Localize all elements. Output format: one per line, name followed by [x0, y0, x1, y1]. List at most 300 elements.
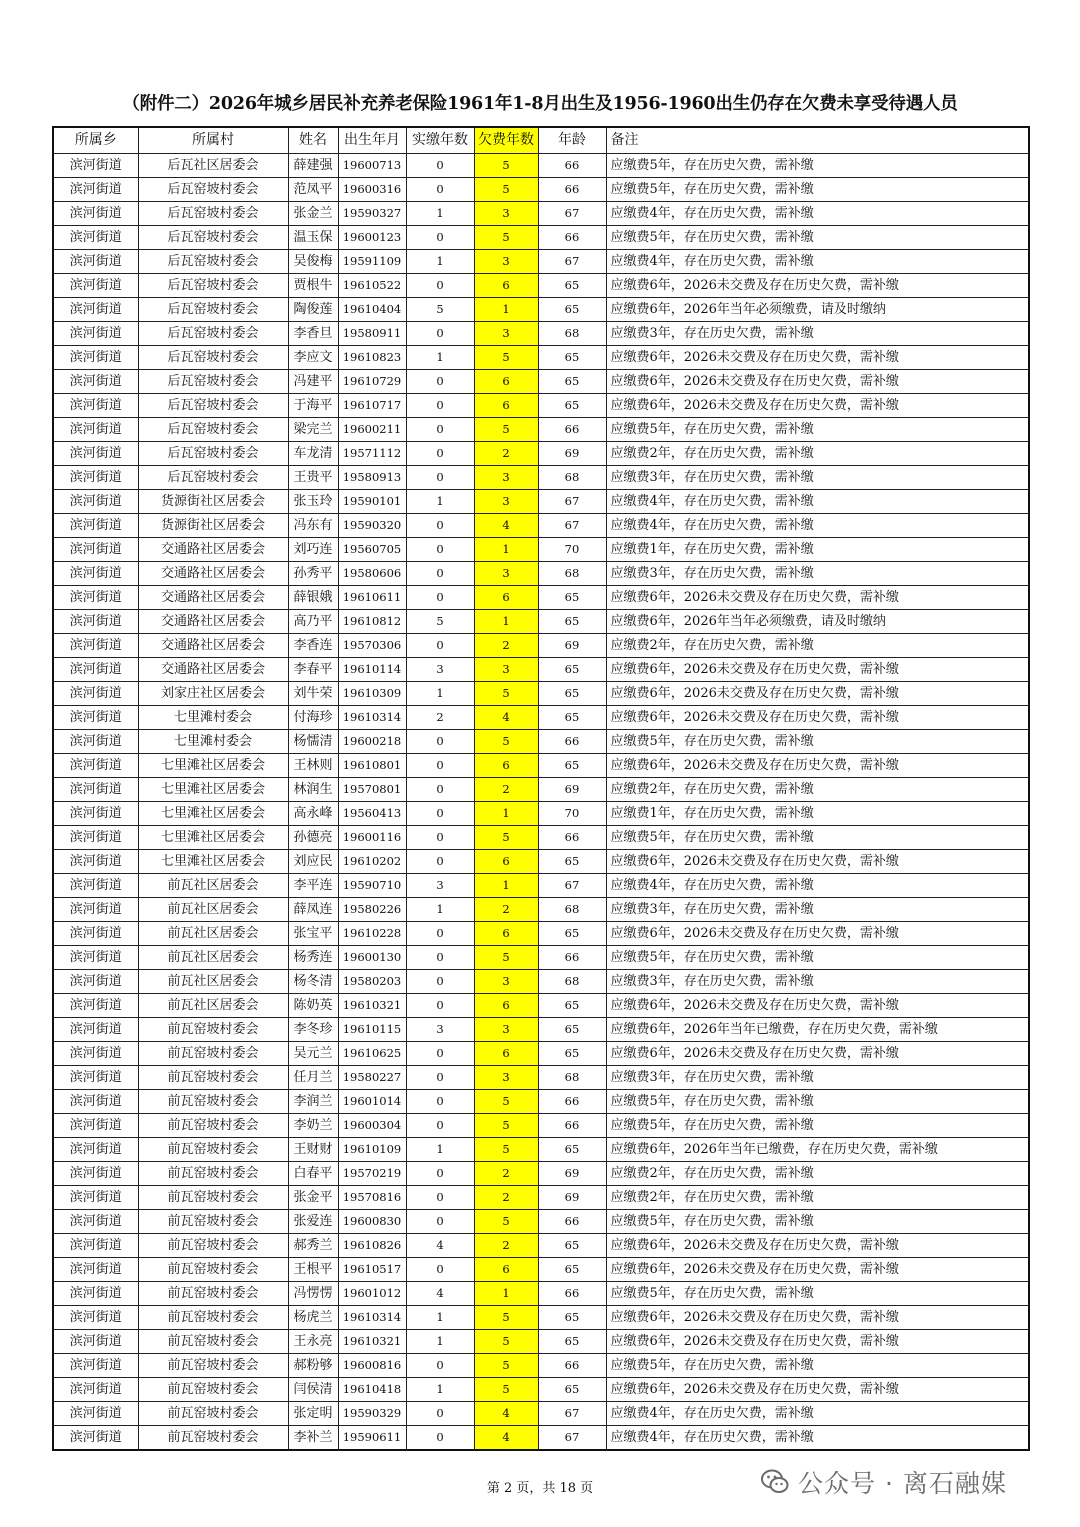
cell-birth: 19590101	[338, 490, 406, 514]
cell-paid-years: 0	[406, 850, 474, 874]
cell-owed-years: 6	[474, 994, 538, 1018]
table-row	[53, 898, 1029, 922]
cell-remark: 应缴费5年，存在历史欠费，需补缴	[606, 1114, 1029, 1138]
cell-paid-years: 0	[406, 970, 474, 994]
table-row	[53, 250, 1029, 274]
cell-name: 张玉玲	[288, 490, 338, 514]
cell-paid-years: 4	[406, 1234, 474, 1258]
cell-remark: 应缴费6年，2026未交费及存在历史欠费，需补缴	[606, 754, 1029, 778]
table-row	[53, 1018, 1029, 1042]
cell-name: 车龙清	[288, 442, 338, 466]
cell-birth: 19610115	[338, 1018, 406, 1042]
cell-age: 65	[538, 682, 606, 706]
cell-age: 66	[538, 1210, 606, 1234]
cell-birth: 19570801	[338, 778, 406, 802]
cell-township: 滨河街道	[53, 370, 138, 394]
cell-remark: 应缴费6年，2026未交费及存在历史欠费，需补缴	[606, 1042, 1029, 1066]
cell-birth: 19600304	[338, 1114, 406, 1138]
cell-township: 滨河街道	[53, 1210, 138, 1234]
cell-name: 李应文	[288, 346, 338, 370]
cell-owed-years: 5	[474, 946, 538, 970]
cell-remark: 应缴费5年，存在历史欠费，需补缴	[606, 1090, 1029, 1114]
table-header-row	[53, 127, 1029, 154]
cell-township: 滨河街道	[53, 1282, 138, 1306]
cell-township: 滨河街道	[53, 298, 138, 322]
cell-township: 滨河街道	[53, 802, 138, 826]
cell-name: 王贵平	[288, 466, 338, 490]
cell-paid-years: 0	[406, 1162, 474, 1186]
table-row	[53, 874, 1029, 898]
cell-age: 65	[538, 922, 606, 946]
table-row	[53, 154, 1029, 178]
cell-age: 65	[538, 298, 606, 322]
cell-paid-years: 0	[406, 274, 474, 298]
cell-paid-years: 0	[406, 1066, 474, 1090]
table-row	[53, 538, 1029, 562]
cell-paid-years: 1	[406, 1378, 474, 1402]
cell-birth: 19610812	[338, 610, 406, 634]
cell-paid-years: 0	[406, 322, 474, 346]
cell-township: 滨河街道	[53, 250, 138, 274]
cell-paid-years: 5	[406, 610, 474, 634]
cell-age: 70	[538, 802, 606, 826]
table-row	[53, 1426, 1029, 1451]
cell-remark: 应缴费6年，2026未交费及存在历史欠费，需补缴	[606, 370, 1029, 394]
cell-township: 滨河街道	[53, 1234, 138, 1258]
cell-name: 李奶兰	[288, 1114, 338, 1138]
cell-village: 交通路社区居委会	[138, 634, 288, 658]
cell-village: 前瓦窑坡村委会	[138, 1234, 288, 1258]
cell-name: 杨虎兰	[288, 1306, 338, 1330]
cell-owed-years: 6	[474, 394, 538, 418]
header-remark: 备注	[606, 127, 1029, 154]
cell-owed-years: 3	[474, 1018, 538, 1042]
cell-age: 65	[538, 754, 606, 778]
cell-name: 付海珍	[288, 706, 338, 730]
cell-name: 陈奶英	[288, 994, 338, 1018]
cell-birth: 19610717	[338, 394, 406, 418]
cell-owed-years: 5	[474, 178, 538, 202]
cell-age: 65	[538, 658, 606, 682]
cell-birth: 19590329	[338, 1402, 406, 1426]
table-row	[53, 322, 1029, 346]
table-row	[53, 466, 1029, 490]
cell-township: 滨河街道	[53, 1378, 138, 1402]
cell-birth: 19600130	[338, 946, 406, 970]
cell-owed-years: 5	[474, 418, 538, 442]
cell-remark: 应缴费6年，2026未交费及存在历史欠费，需补缴	[606, 1330, 1029, 1354]
cell-name: 王永亮	[288, 1330, 338, 1354]
cell-township: 滨河街道	[53, 274, 138, 298]
cell-name: 冯愣愣	[288, 1282, 338, 1306]
table-row	[53, 826, 1029, 850]
cell-township: 滨河街道	[53, 1138, 138, 1162]
cell-age: 65	[538, 994, 606, 1018]
cell-owed-years: 1	[474, 874, 538, 898]
cell-owed-years: 3	[474, 202, 538, 226]
cell-remark: 应缴费3年，存在历史欠费，需补缴	[606, 322, 1029, 346]
cell-paid-years: 0	[406, 994, 474, 1018]
cell-name: 高乃平	[288, 610, 338, 634]
cell-remark: 应缴费6年，2026未交费及存在历史欠费，需补缴	[606, 994, 1029, 1018]
cell-name: 李春平	[288, 658, 338, 682]
table-row	[53, 1330, 1029, 1354]
watermark	[760, 1462, 1007, 1502]
cell-owed-years: 5	[474, 1378, 538, 1402]
cell-remark: 应缴费4年，存在历史欠费，需补缴	[606, 202, 1029, 226]
watermark-text: 公众号 · 离石融媒	[798, 1469, 1007, 1498]
cell-birth: 19590710	[338, 874, 406, 898]
cell-paid-years: 0	[406, 514, 474, 538]
table-row	[53, 178, 1029, 202]
table-row	[53, 1066, 1029, 1090]
cell-owed-years: 2	[474, 1162, 538, 1186]
cell-township: 滨河街道	[53, 586, 138, 610]
cell-birth: 19610418	[338, 1378, 406, 1402]
cell-township: 滨河街道	[53, 202, 138, 226]
cell-birth: 19580226	[338, 898, 406, 922]
cell-township: 滨河街道	[53, 418, 138, 442]
cell-name: 白春平	[288, 1162, 338, 1186]
cell-paid-years: 1	[406, 898, 474, 922]
cell-owed-years: 3	[474, 970, 538, 994]
cell-age: 65	[538, 706, 606, 730]
cell-village: 前瓦窑坡村委会	[138, 1426, 288, 1451]
cell-name: 李平连	[288, 874, 338, 898]
table-row	[53, 706, 1029, 730]
cell-remark: 应缴费6年，2026年当年必须缴费，请及时缴纳	[606, 298, 1029, 322]
cell-name: 郝秀兰	[288, 1234, 338, 1258]
cell-birth: 19600316	[338, 178, 406, 202]
cell-township: 滨河街道	[53, 322, 138, 346]
cell-township: 滨河街道	[53, 226, 138, 250]
cell-birth: 19610611	[338, 586, 406, 610]
cell-village: 前瓦窑坡村委会	[138, 1114, 288, 1138]
cell-age: 65	[538, 370, 606, 394]
cell-village: 前瓦窑坡村委会	[138, 1378, 288, 1402]
cell-age: 69	[538, 442, 606, 466]
cell-township: 滨河街道	[53, 826, 138, 850]
cell-age: 65	[538, 1138, 606, 1162]
cell-township: 滨河街道	[53, 1114, 138, 1138]
cell-paid-years: 1	[406, 682, 474, 706]
cell-paid-years: 0	[406, 1186, 474, 1210]
cell-birth: 19610321	[338, 1330, 406, 1354]
cell-name: 薛凤连	[288, 898, 338, 922]
cell-village: 后瓦窑坡村委会	[138, 250, 288, 274]
cell-township: 滨河街道	[53, 490, 138, 514]
cell-township: 滨河街道	[53, 1258, 138, 1282]
cell-village: 交通路社区居委会	[138, 610, 288, 634]
cell-township: 滨河街道	[53, 538, 138, 562]
cell-owed-years: 5	[474, 1138, 538, 1162]
cell-age: 66	[538, 1090, 606, 1114]
table-row	[53, 442, 1029, 466]
cell-birth: 19610826	[338, 1234, 406, 1258]
cell-paid-years: 0	[406, 1210, 474, 1234]
cell-paid-years: 0	[406, 586, 474, 610]
header-name: 姓名	[288, 127, 338, 154]
cell-remark: 应缴费3年，存在历史欠费，需补缴	[606, 898, 1029, 922]
cell-age: 68	[538, 562, 606, 586]
cell-age: 67	[538, 490, 606, 514]
cell-birth: 19560413	[338, 802, 406, 826]
cell-owed-years: 2	[474, 1186, 538, 1210]
cell-village: 后瓦窑坡村委会	[138, 226, 288, 250]
cell-village: 前瓦社区居委会	[138, 874, 288, 898]
cell-paid-years: 0	[406, 922, 474, 946]
table-row	[53, 1138, 1029, 1162]
cell-paid-years: 1	[406, 1138, 474, 1162]
cell-age: 65	[538, 346, 606, 370]
cell-paid-years: 0	[406, 754, 474, 778]
cell-remark: 应缴费3年，存在历史欠费，需补缴	[606, 466, 1029, 490]
cell-age: 65	[538, 1306, 606, 1330]
table-row	[53, 1402, 1029, 1426]
cell-age: 65	[538, 850, 606, 874]
cell-township: 滨河街道	[53, 1330, 138, 1354]
cell-age: 70	[538, 538, 606, 562]
cell-village: 七里滩社区居委会	[138, 826, 288, 850]
cell-township: 滨河街道	[53, 778, 138, 802]
cell-owed-years: 1	[474, 610, 538, 634]
cell-remark: 应缴费2年，存在历史欠费，需补缴	[606, 634, 1029, 658]
table-row	[53, 1114, 1029, 1138]
cell-village: 交通路社区居委会	[138, 658, 288, 682]
cell-age: 66	[538, 178, 606, 202]
cell-remark: 应缴费2年，存在历史欠费，需补缴	[606, 1186, 1029, 1210]
cell-township: 滨河街道	[53, 1042, 138, 1066]
header-paid-years: 实缴年数	[406, 127, 474, 154]
cell-village: 后瓦窑坡村委会	[138, 178, 288, 202]
cell-birth: 19580911	[338, 322, 406, 346]
cell-village: 七里滩社区居委会	[138, 754, 288, 778]
cell-paid-years: 1	[406, 346, 474, 370]
cell-village: 前瓦窑坡村委会	[138, 1018, 288, 1042]
cell-birth: 19560705	[338, 538, 406, 562]
cell-township: 滨河街道	[53, 874, 138, 898]
cell-village: 前瓦社区居委会	[138, 898, 288, 922]
cell-paid-years: 0	[406, 634, 474, 658]
cell-owed-years: 6	[474, 850, 538, 874]
cell-village: 货源街社区居委会	[138, 514, 288, 538]
cell-township: 滨河街道	[53, 898, 138, 922]
cell-owed-years: 6	[474, 1258, 538, 1282]
cell-remark: 应缴费6年，2026未交费及存在历史欠费，需补缴	[606, 682, 1029, 706]
cell-owed-years: 5	[474, 682, 538, 706]
cell-paid-years: 1	[406, 1330, 474, 1354]
cell-village: 前瓦窑坡村委会	[138, 1306, 288, 1330]
cell-age: 68	[538, 1066, 606, 1090]
cell-township: 滨河街道	[53, 634, 138, 658]
cell-paid-years: 4	[406, 1282, 474, 1306]
cell-owed-years: 5	[474, 226, 538, 250]
cell-name: 薛银娥	[288, 586, 338, 610]
cell-owed-years: 5	[474, 346, 538, 370]
cell-name: 杨秀连	[288, 946, 338, 970]
cell-township: 滨河街道	[53, 610, 138, 634]
cell-township: 滨河街道	[53, 514, 138, 538]
cell-paid-years: 0	[406, 778, 474, 802]
cell-paid-years: 0	[406, 946, 474, 970]
cell-age: 68	[538, 898, 606, 922]
cell-remark: 应缴费5年，存在历史欠费，需补缴	[606, 946, 1029, 970]
cell-village: 前瓦社区居委会	[138, 994, 288, 1018]
cell-paid-years: 0	[406, 826, 474, 850]
cell-age: 68	[538, 322, 606, 346]
cell-name: 林润生	[288, 778, 338, 802]
cell-paid-years: 0	[406, 802, 474, 826]
header-village: 所属村	[138, 127, 288, 154]
table-row	[53, 490, 1029, 514]
table-row	[53, 586, 1029, 610]
cell-paid-years: 0	[406, 370, 474, 394]
cell-owed-years: 5	[474, 1306, 538, 1330]
cell-birth: 19610522	[338, 274, 406, 298]
cell-township: 滨河街道	[53, 754, 138, 778]
cell-name: 李香连	[288, 634, 338, 658]
table-row	[53, 562, 1029, 586]
cell-paid-years: 0	[406, 178, 474, 202]
cell-name: 杨懦清	[288, 730, 338, 754]
table-row	[53, 514, 1029, 538]
cell-birth: 19610202	[338, 850, 406, 874]
cell-birth: 19570816	[338, 1186, 406, 1210]
cell-name: 王财财	[288, 1138, 338, 1162]
cell-birth: 19590320	[338, 514, 406, 538]
cell-village: 前瓦窑坡村委会	[138, 1258, 288, 1282]
cell-remark: 应缴费5年，存在历史欠费，需补缴	[606, 226, 1029, 250]
cell-age: 67	[538, 250, 606, 274]
cell-remark: 应缴费6年，2026未交费及存在历史欠费，需补缴	[606, 922, 1029, 946]
cell-birth: 19570306	[338, 634, 406, 658]
cell-township: 滨河街道	[53, 922, 138, 946]
cell-age: 65	[538, 1018, 606, 1042]
cell-township: 滨河街道	[53, 946, 138, 970]
cell-owed-years: 3	[474, 658, 538, 682]
cell-paid-years: 0	[406, 1090, 474, 1114]
cell-name: 梁完兰	[288, 418, 338, 442]
cell-township: 滨河街道	[53, 562, 138, 586]
table-row	[53, 922, 1029, 946]
cell-name: 冯东有	[288, 514, 338, 538]
cell-birth: 19590611	[338, 1426, 406, 1451]
table-row	[53, 1186, 1029, 1210]
cell-owed-years: 3	[474, 562, 538, 586]
cell-owed-years: 1	[474, 802, 538, 826]
cell-birth: 19600211	[338, 418, 406, 442]
table-row	[53, 1090, 1029, 1114]
cell-village: 后瓦窑坡村委会	[138, 202, 288, 226]
cell-paid-years: 0	[406, 154, 474, 178]
cell-owed-years: 5	[474, 826, 538, 850]
cell-name: 刘巧连	[288, 538, 338, 562]
table-row	[53, 394, 1029, 418]
document-title: （附件二）2026年城乡居民补充养老保险1961年1-8月出生及1956-1960出生仍存在欠费未享受待遇人员	[122, 94, 958, 114]
cell-owed-years: 4	[474, 1402, 538, 1426]
cell-age: 65	[538, 1258, 606, 1282]
cell-village: 前瓦窑坡村委会	[138, 1042, 288, 1066]
cell-birth: 19600713	[338, 154, 406, 178]
cell-owed-years: 4	[474, 1426, 538, 1451]
table-row	[53, 1162, 1029, 1186]
cell-remark: 应缴费6年，2026未交费及存在历史欠费，需补缴	[606, 1234, 1029, 1258]
cell-remark: 应缴费5年，存在历史欠费，需补缴	[606, 418, 1029, 442]
cell-remark: 应缴费1年，存在历史欠费，需补缴	[606, 802, 1029, 826]
cell-township: 滨河街道	[53, 970, 138, 994]
cell-village: 后瓦窑坡村委会	[138, 466, 288, 490]
cell-remark: 应缴费5年，存在历史欠费，需补缴	[606, 1354, 1029, 1378]
cell-remark: 应缴费2年，存在历史欠费，需补缴	[606, 778, 1029, 802]
cell-paid-years: 1	[406, 202, 474, 226]
cell-remark: 应缴费3年，存在历史欠费，需补缴	[606, 1066, 1029, 1090]
cell-township: 滨河街道	[53, 706, 138, 730]
cell-owed-years: 1	[474, 298, 538, 322]
cell-township: 滨河街道	[53, 178, 138, 202]
cell-owed-years: 3	[474, 466, 538, 490]
cell-name: 冯建平	[288, 370, 338, 394]
cell-owed-years: 1	[474, 538, 538, 562]
cell-name: 孙德亮	[288, 826, 338, 850]
cell-village: 后瓦窑坡村委会	[138, 346, 288, 370]
table-body	[53, 154, 1029, 1451]
cell-remark: 应缴费4年，存在历史欠费，需补缴	[606, 490, 1029, 514]
cell-remark: 应缴费5年，存在历史欠费，需补缴	[606, 1210, 1029, 1234]
cell-age: 65	[538, 394, 606, 418]
cell-name: 温玉保	[288, 226, 338, 250]
cell-name: 杨冬清	[288, 970, 338, 994]
cell-name: 范凤平	[288, 178, 338, 202]
cell-township: 滨河街道	[53, 850, 138, 874]
cell-paid-years: 0	[406, 418, 474, 442]
cell-age: 69	[538, 1186, 606, 1210]
cell-paid-years: 0	[406, 1426, 474, 1451]
cell-remark: 应缴费5年，存在历史欠费，需补缴	[606, 826, 1029, 850]
cell-birth: 19610801	[338, 754, 406, 778]
wechat-icon	[760, 1467, 790, 1497]
cell-remark: 应缴费6年，2026未交费及存在历史欠费，需补缴	[606, 394, 1029, 418]
table-row	[53, 418, 1029, 442]
cell-paid-years: 1	[406, 250, 474, 274]
cell-village: 七里滩社区居委会	[138, 850, 288, 874]
cell-age: 66	[538, 946, 606, 970]
cell-name: 王根平	[288, 1258, 338, 1282]
cell-owed-years: 6	[474, 370, 538, 394]
cell-village: 交通路社区居委会	[138, 586, 288, 610]
cell-village: 交通路社区居委会	[138, 538, 288, 562]
cell-village: 货源街社区居委会	[138, 490, 288, 514]
page-number: 第 2 页，共 18 页	[486, 1481, 594, 1496]
table-row	[53, 370, 1029, 394]
cell-remark: 应缴费6年，2026未交费及存在历史欠费，需补缴	[606, 1378, 1029, 1402]
cell-birth: 19610517	[338, 1258, 406, 1282]
cell-name: 张金平	[288, 1186, 338, 1210]
cell-birth: 19600816	[338, 1354, 406, 1378]
cell-township: 滨河街道	[53, 1162, 138, 1186]
cell-owed-years: 5	[474, 730, 538, 754]
cell-paid-years: 3	[406, 874, 474, 898]
cell-owed-years: 2	[474, 1234, 538, 1258]
cell-village: 后瓦窑坡村委会	[138, 442, 288, 466]
cell-paid-years: 0	[406, 1258, 474, 1282]
cell-village: 交通路社区居委会	[138, 562, 288, 586]
cell-paid-years: 0	[406, 1354, 474, 1378]
cell-village: 后瓦窑坡村委会	[138, 274, 288, 298]
cell-remark: 应缴费5年，存在历史欠费，需补缴	[606, 154, 1029, 178]
cell-owed-years: 6	[474, 922, 538, 946]
cell-age: 66	[538, 418, 606, 442]
cell-age: 65	[538, 1234, 606, 1258]
